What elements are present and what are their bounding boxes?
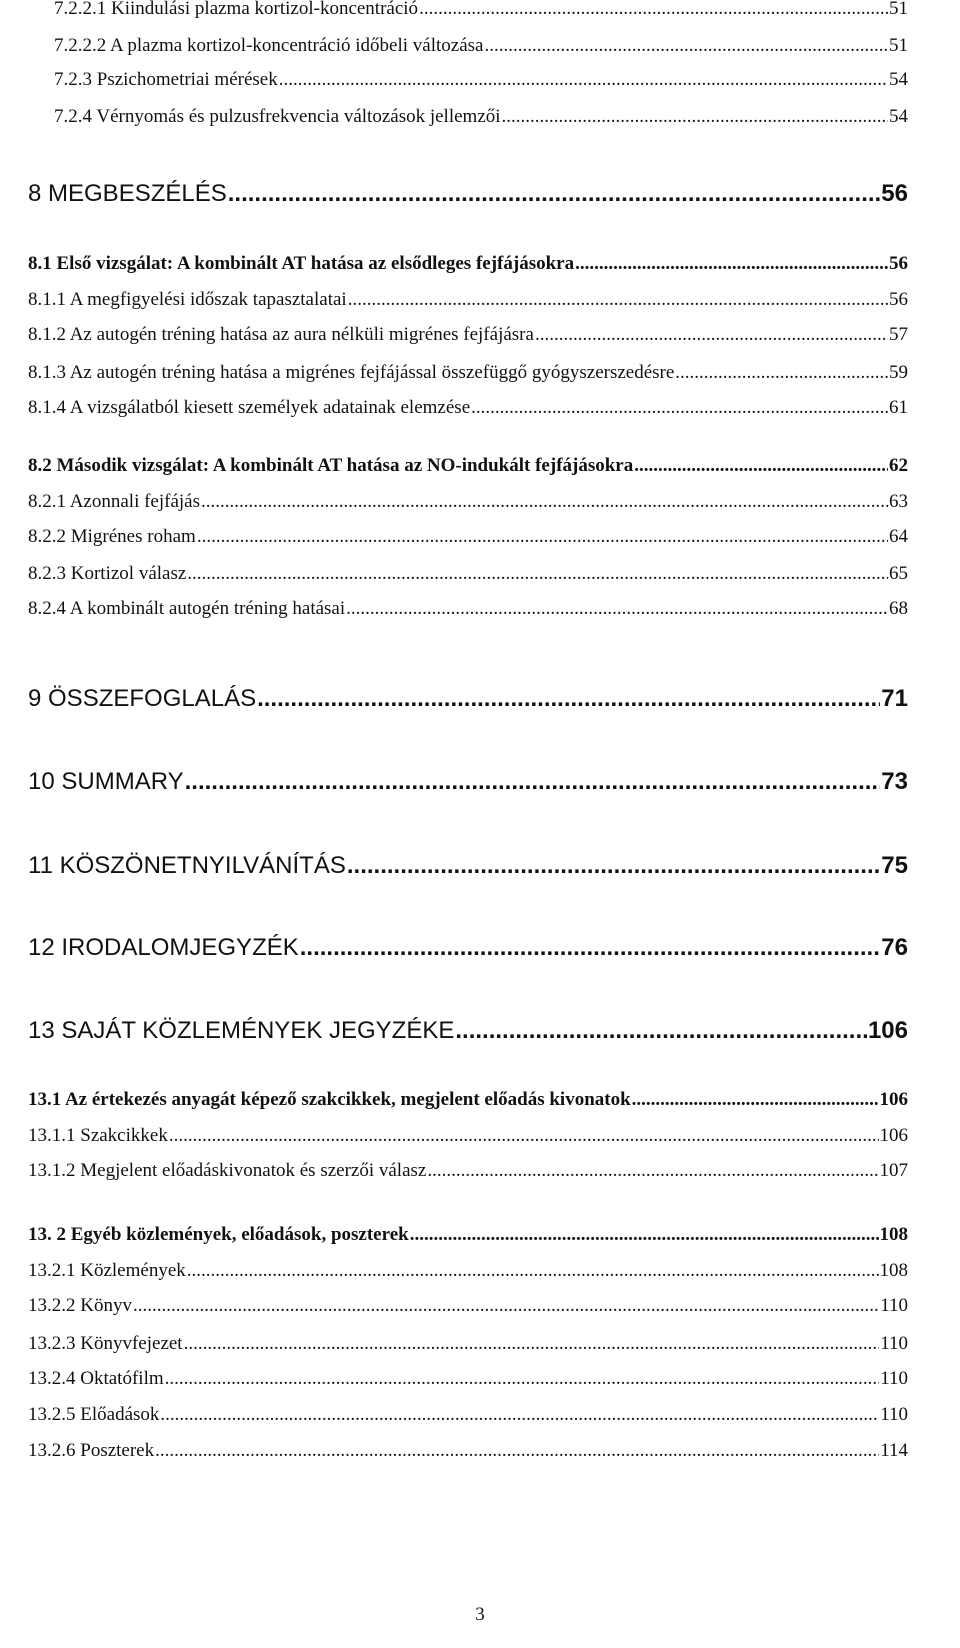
toc-entry-title: 8.1.2 Az autogén tréning hatása az aura nélküli migrénes fejfájásra bbox=[28, 324, 534, 345]
toc-leader-dots bbox=[348, 289, 888, 311]
toc-entry-title: 8.2.1 Azonnali fejfájás bbox=[28, 491, 201, 512]
toc-leader-dots bbox=[346, 598, 888, 620]
toc-section bbox=[28, 1089, 908, 1111]
toc-entry-title: 10 SUMMARY bbox=[28, 768, 184, 795]
toc-entry-title: 7.2.2.1 Kiindulási plazma kortizol-koncentráció bbox=[54, 0, 419, 19]
toc-chapter bbox=[28, 852, 908, 880]
toc-section bbox=[28, 455, 908, 477]
toc-entry-page: 106 bbox=[879, 1125, 908, 1146]
toc-leader-dots bbox=[257, 685, 880, 713]
toc-entry-page: 63 bbox=[889, 491, 908, 512]
toc-entry-title: 13.2.5 Előadások bbox=[28, 1404, 160, 1425]
toc-entry-title: 13.2.3 Könyvfejezet bbox=[28, 1333, 183, 1354]
toc-entry bbox=[28, 397, 908, 419]
toc-leader-dots bbox=[410, 1224, 879, 1246]
toc-entry bbox=[28, 1260, 908, 1282]
toc-leader-dots bbox=[133, 1295, 879, 1317]
toc-entry bbox=[54, 35, 908, 57]
toc-entry bbox=[28, 526, 908, 548]
toc-entry bbox=[28, 563, 908, 585]
toc-entry bbox=[28, 289, 908, 311]
toc-chapter bbox=[28, 934, 908, 962]
toc-entry-page: 65 bbox=[889, 563, 908, 584]
toc-entry-title: 8.2.3 Kortizol válasz bbox=[28, 563, 187, 584]
toc-leader-dots bbox=[187, 563, 888, 585]
toc-entry-page: 114 bbox=[880, 1440, 908, 1461]
toc-entry-page: 110 bbox=[880, 1404, 908, 1425]
page-number: 3 bbox=[475, 1604, 485, 1625]
toc-entry bbox=[54, 69, 908, 91]
toc-entry bbox=[28, 1160, 908, 1182]
toc-entry-page: 51 bbox=[889, 35, 908, 56]
toc-entry-title: 13. 2 Egyéb közlemények, előadások, poszterek bbox=[28, 1224, 409, 1245]
toc-entry bbox=[28, 324, 908, 346]
toc-entry-page: 107 bbox=[879, 1160, 908, 1181]
toc-leader-dots bbox=[427, 1160, 878, 1182]
toc-leader-dots bbox=[419, 0, 888, 20]
toc-entry-page: 59 bbox=[889, 362, 908, 383]
toc-entry bbox=[54, 0, 908, 20]
toc-entry-title: 12 IRODALOMJEGYZÉK bbox=[28, 934, 299, 961]
toc-entry-page: 108 bbox=[879, 1260, 908, 1281]
toc-entry-page: 110 bbox=[880, 1295, 908, 1316]
toc-section bbox=[28, 253, 908, 275]
toc-entry-page: 75 bbox=[881, 852, 908, 879]
toc-entry-page: 54 bbox=[889, 69, 908, 90]
toc-leader-dots bbox=[228, 180, 881, 208]
toc-entry-title: 8.1.4 A vizsgálatból kiesett személyek adatainak elemzése bbox=[28, 397, 471, 418]
toc-entry-title: 13.1.1 Szakcikkek bbox=[28, 1125, 168, 1146]
toc-leader-dots bbox=[675, 362, 888, 384]
toc-entry-page: 54 bbox=[889, 106, 908, 127]
toc-entry-page: 57 bbox=[889, 324, 908, 345]
toc-entry bbox=[28, 1440, 908, 1462]
toc-entry-title: 9 ÖSSZEFOGLALÁS bbox=[28, 685, 257, 712]
toc-entry-title: 8.1 Első vizsgálat: A kombinált AT hatása az elsődleges fejfájásokra bbox=[28, 253, 575, 274]
toc-leader-dots bbox=[184, 1333, 880, 1355]
toc-leader-dots bbox=[484, 35, 888, 57]
toc-chapter bbox=[28, 685, 908, 713]
toc-leader-dots bbox=[187, 1260, 879, 1282]
toc-entry-title: 13.1.2 Megjelent előadáskivonatok és szerzői válasz bbox=[28, 1160, 427, 1181]
toc-leader-dots bbox=[197, 526, 888, 548]
toc-leader-dots bbox=[201, 491, 888, 513]
toc-chapter bbox=[28, 768, 908, 796]
toc-leader-dots bbox=[185, 768, 881, 796]
toc-entry-page: 76 bbox=[881, 934, 908, 961]
toc-chapter bbox=[28, 1017, 908, 1045]
toc-entry-title: 13.2.6 Poszterek bbox=[28, 1440, 155, 1461]
toc-entry-title: 7.2.2.2 A plazma kortizol-koncentráció időbeli változása bbox=[54, 35, 484, 56]
toc-entry-page: 51 bbox=[889, 0, 908, 19]
toc-entry-title: 8.2.2 Migrénes roham bbox=[28, 526, 196, 547]
toc-entry bbox=[28, 491, 908, 513]
toc-entry-title: 8.1.3 Az autogén tréning hatása a migrénes fejfájással összefüggő gyógyszerszedésre bbox=[28, 362, 675, 383]
toc-entry bbox=[28, 598, 908, 620]
toc-entry-page: 110 bbox=[880, 1333, 908, 1354]
toc-entry-page: 68 bbox=[889, 598, 908, 619]
toc-leader-dots bbox=[471, 397, 888, 419]
toc-leader-dots bbox=[169, 1125, 879, 1147]
toc-leader-dots bbox=[347, 852, 880, 880]
toc-entry-page: 106 bbox=[867, 1017, 908, 1044]
toc-entry-page: 56 bbox=[889, 289, 908, 310]
toc-entry bbox=[28, 362, 908, 384]
toc-entry-page: 71 bbox=[881, 685, 908, 712]
toc-leader-dots bbox=[455, 1017, 867, 1045]
toc-entry-title: 11 KÖSZÖNETNYILVÁNÍTÁS bbox=[28, 852, 346, 879]
toc-entry-title: 7.2.3 Pszichometriai mérések bbox=[54, 69, 278, 90]
toc-leader-dots bbox=[535, 324, 888, 346]
toc-entry-page: 110 bbox=[880, 1368, 908, 1389]
toc-entry bbox=[28, 1125, 908, 1147]
toc-entry bbox=[28, 1404, 908, 1426]
toc-entry-title: 7.2.4 Vérnyomás és pulzusfrekvencia változások jellemzői bbox=[54, 106, 501, 127]
toc-leader-dots bbox=[575, 253, 888, 275]
toc-entry-title: 13.2.1 Közlemények bbox=[28, 1260, 186, 1281]
toc-entry bbox=[28, 1368, 908, 1390]
toc-leader-dots bbox=[165, 1368, 880, 1390]
toc-entry-page: 106 bbox=[879, 1089, 908, 1110]
toc-entry-title: 8.1.1 A megfigyelési időszak tapasztalatai bbox=[28, 289, 347, 310]
toc-entry-page: 73 bbox=[881, 768, 908, 795]
toc-leader-dots bbox=[634, 455, 888, 477]
toc-chapter bbox=[28, 180, 908, 208]
toc-entry-page: 61 bbox=[889, 397, 908, 418]
toc-entry bbox=[28, 1333, 908, 1355]
toc-entry-title: 13 SAJÁT KÖZLEMÉNYEK JEGYZÉKE bbox=[28, 1017, 455, 1044]
toc-leader-dots bbox=[155, 1440, 879, 1462]
toc-entry-page: 108 bbox=[879, 1224, 908, 1245]
toc-entry-title: 8.2 Második vizsgálat: A kombinált AT hatása az NO-indukált fejfájásokra bbox=[28, 455, 634, 476]
toc-entry-page: 62 bbox=[889, 455, 908, 476]
toc-leader-dots bbox=[160, 1404, 879, 1426]
toc-entry-page: 64 bbox=[889, 526, 908, 547]
toc-entry-title: 13.2.4 Oktatófilm bbox=[28, 1368, 164, 1389]
toc-entry-title: 13.1 Az értekezés anyagát képező szakcikkek, megjelent előadás kivonatok bbox=[28, 1089, 631, 1110]
toc-leader-dots bbox=[502, 106, 888, 128]
toc-entry-title: 13.2.2 Könyv bbox=[28, 1295, 132, 1316]
toc-section bbox=[28, 1224, 908, 1246]
toc-leader-dots bbox=[279, 69, 888, 91]
toc-entry bbox=[28, 1295, 908, 1317]
toc-entry-page: 56 bbox=[889, 253, 908, 274]
toc-leader-dots bbox=[300, 934, 881, 962]
toc-entry-title: 8.2.4 A kombinált autogén tréning hatásai bbox=[28, 598, 346, 619]
toc-entry bbox=[54, 106, 908, 128]
toc-entry-page: 56 bbox=[881, 180, 908, 207]
toc-leader-dots bbox=[632, 1089, 879, 1111]
toc-entry-title: 8 MEGBESZÉLÉS bbox=[28, 180, 227, 207]
